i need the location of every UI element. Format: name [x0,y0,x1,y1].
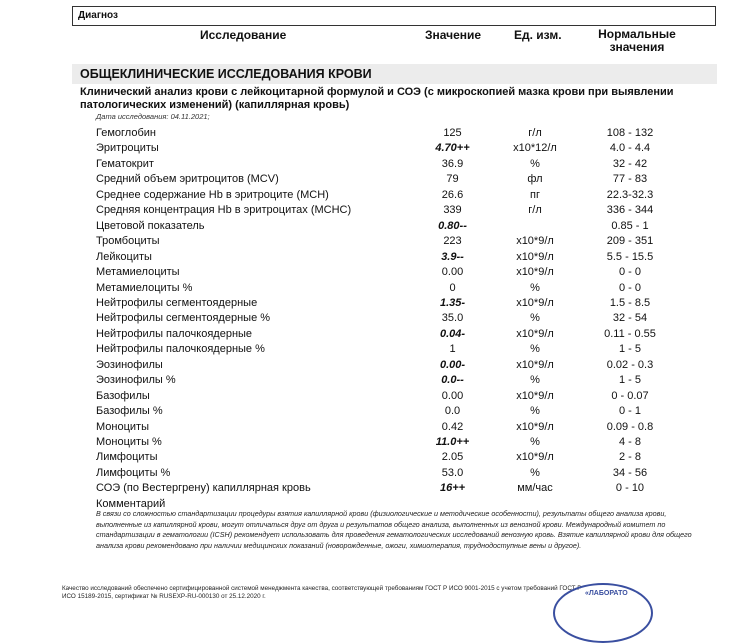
table-row [0,436,730,451]
table-row [0,173,730,188]
result-value: 79 [446,173,459,186]
result-unit: % [530,157,540,170]
header-study: Исследование [200,28,287,42]
result-value: 125 [443,127,462,139]
result-value: 35.0 [441,312,464,325]
result-name: Эритроциты [96,142,159,155]
result-value: 0.0 [444,405,461,418]
study-date: Дата исследования: 04.11.2021; [96,112,210,121]
table-row [0,343,730,358]
result-unit: x10*9/л [516,235,554,248]
result-name: Средний объем эритроцитов (MCV) [96,173,279,186]
result-name: Лейкоциты [96,250,152,263]
result-norm: 1 - 5 [618,374,641,387]
result-unit: x10*9/л [516,327,554,340]
result-value: 0.00 [441,389,464,402]
result-norm: 4 - 8 [618,436,641,448]
result-value: 1 [449,343,456,356]
result-value: 3.9-- [441,250,464,263]
note-text: В связи со сложностью стандартизации процедуры взятия капиллярной крови (физиологические и методические особенности), результаты общего анализа крови, выполненные из капиллярной крови, могут отличаться друг от друга и результатов общего анализа, выполненных из венозной крови. Международный комитет по стандартизации в гематологии (ICSH) рекомендует использовать для проведения гематологических исследований венозную кровь. Взятие капиллярной крови для общего анализа крови рекомендовано при наличии медицинских показаний (новорожденные, ожоги, химиотерапия, труднодоступные вены и другое). [96,509,692,550]
result-name: Нейтрофилы палочкоядерные % [96,343,265,356]
result-norm: 0 - 10 [615,482,645,495]
header-norm-line2: значения [609,40,665,54]
result-unit: г/л [528,204,542,217]
result-unit: x10*9/л [516,358,554,371]
result-norm: 34 - 56 [612,466,648,479]
diagnosis-box [72,6,716,26]
table-row [0,359,730,374]
result-value: 0.00 [441,266,464,279]
result-unit: мм/час [517,482,553,495]
table-row [0,374,730,389]
result-value: 1.35- [439,296,466,309]
result-unit: x10*9/л [516,296,554,309]
result-value: 11.0++ [435,436,470,448]
table-row [0,220,730,235]
result-name: Базофилы [96,389,150,402]
header-value: Значение [425,28,482,42]
table-row [0,405,730,420]
result-name: Цветовой показатель [96,219,205,232]
result-name: Эозинофилы % [96,374,176,387]
result-unit: % [530,374,540,387]
result-norm: 4.0 - 4.4 [609,142,651,155]
header-unit: Ед. изм. [514,28,562,42]
table-row [0,142,730,157]
result-name: Комментарий [96,497,166,510]
result-name: Метамиелоциты % [96,281,193,294]
analysis-title: Клинический анализ крови с лейкоцитарной формулой и СОЭ (с микроскопией мазка крови при выявлении патологических изменений) (капиллярная кровь) [80,86,674,111]
lab-stamp-text: «ЛАБОРАТО [585,590,628,597]
result-norm: 0 - 0.07 [611,389,649,402]
result-name: Лимфоциты % [96,466,171,479]
result-norm: 108 - 132 [606,127,654,139]
result-unit: фл [527,173,543,186]
table-row [0,467,730,482]
result-unit: x10*9/л [516,420,554,433]
result-norm: 1 - 5 [618,343,641,356]
result-name: Средняя концентрация Hb в эритроцитах (MCHC) [96,204,352,217]
table-row [0,297,730,312]
result-unit: x10*9/л [516,451,554,464]
result-value: 16++ [439,482,466,495]
result-name: Лимфоциты [96,451,158,464]
result-name: Среднее содержание Hb в эритроците (MCH) [96,188,329,201]
result-unit: г/л [528,127,542,139]
result-norm: 209 - 351 [606,235,654,248]
result-value: 4.70++ [435,142,470,155]
result-name: Метамиелоциты [96,266,180,279]
result-name: Гемоглобин [96,127,156,139]
result-norm: 2 - 8 [618,451,641,464]
result-norm: 0.11 - 0.55 [604,327,656,340]
result-value: 0.00- [439,358,466,371]
table-row [0,312,730,327]
table-row [0,235,730,250]
result-norm: 5.5 - 15.5 [606,250,654,263]
result-name: Моноциты [96,420,149,433]
result-name: Базофилы % [96,405,163,418]
result-value: 0.80-- [438,219,467,232]
result-norm: 0.85 - 1 [611,219,649,232]
table-row [0,204,730,219]
result-unit: x10*9/л [516,250,554,263]
header-norm-line1: Нормальные [598,27,676,41]
table-row [0,266,730,281]
result-norm: 0.02 - 0.3 [606,358,654,371]
result-value: 0.42 [441,420,464,433]
table-row [0,421,730,436]
table-row [0,158,730,173]
result-norm: 0 - 1 [618,405,641,418]
result-value: 0.04- [439,327,466,340]
result-name: Эозинофилы [96,358,163,371]
table-row [0,251,730,266]
result-unit: % [530,312,540,325]
result-value: 223 [443,235,462,248]
result-unit: % [530,466,540,479]
table-row [0,390,730,405]
result-norm: 0 - 0 [618,281,641,294]
result-norm: 32 - 42 [612,157,648,170]
result-unit: пг [530,188,540,201]
result-value: 0.0-- [441,374,464,387]
result-norm: 77 - 83 [612,173,648,186]
result-norm: 0.09 - 0.8 [606,420,654,433]
result-name: Моноциты % [96,436,162,448]
result-name: Нейтрофилы палочкоядерные [96,327,253,340]
diagnosis-label: Диагноз [78,10,118,21]
result-norm: 0 - 0 [618,266,641,279]
result-name: Тромбоциты [96,235,160,248]
result-unit: % [530,343,540,356]
table-row [0,127,730,142]
result-unit: x10*9/л [516,266,554,279]
result-name: СОЭ (по Вестергрену) капиллярная кровь [96,482,311,495]
result-name: Гематокрит [96,157,154,170]
result-norm: 22.3-32.3 [606,188,654,201]
result-norm: 32 - 54 [612,312,648,325]
result-name: Нейтрофилы сегментоядерные [96,296,258,309]
result-value: 36.9 [441,157,464,170]
result-name: Нейтрофилы сегментоядерные % [96,312,271,325]
result-unit: x10*9/л [516,389,554,402]
result-value: 2.05 [441,451,464,464]
table-row [0,328,730,343]
header-norm [592,28,682,54]
result-norm: 1.5 - 8.5 [609,296,651,309]
result-unit: % [530,405,540,418]
result-value: 26.6 [441,188,464,201]
result-norm: 336 - 344 [606,204,654,217]
result-unit: % [530,436,540,448]
table-row [0,189,730,204]
footer-text: Качество исследований обеспечено сертифицированной системой менеджмента качества, соответствующей требованиям ГОСТ Р ИСО 9001-2015 с учетом требований ГОСТ Р ИСО 15189-2015, сертификат № RUSEXP-RU-000130 от 25.12.2020 г. [62,585,582,600]
table-row [0,451,730,466]
result-value: 339 [443,204,462,217]
result-unit: x10*12/л [513,142,557,155]
result-value: 53.0 [441,466,464,479]
section-title: ОБЩЕКЛИНИЧЕСКИЕ ИССЛЕДОВАНИЯ КРОВИ [80,67,372,81]
result-value: 0 [449,281,456,294]
result-unit: % [530,281,540,294]
table-row [0,482,730,497]
table-row [0,282,730,297]
